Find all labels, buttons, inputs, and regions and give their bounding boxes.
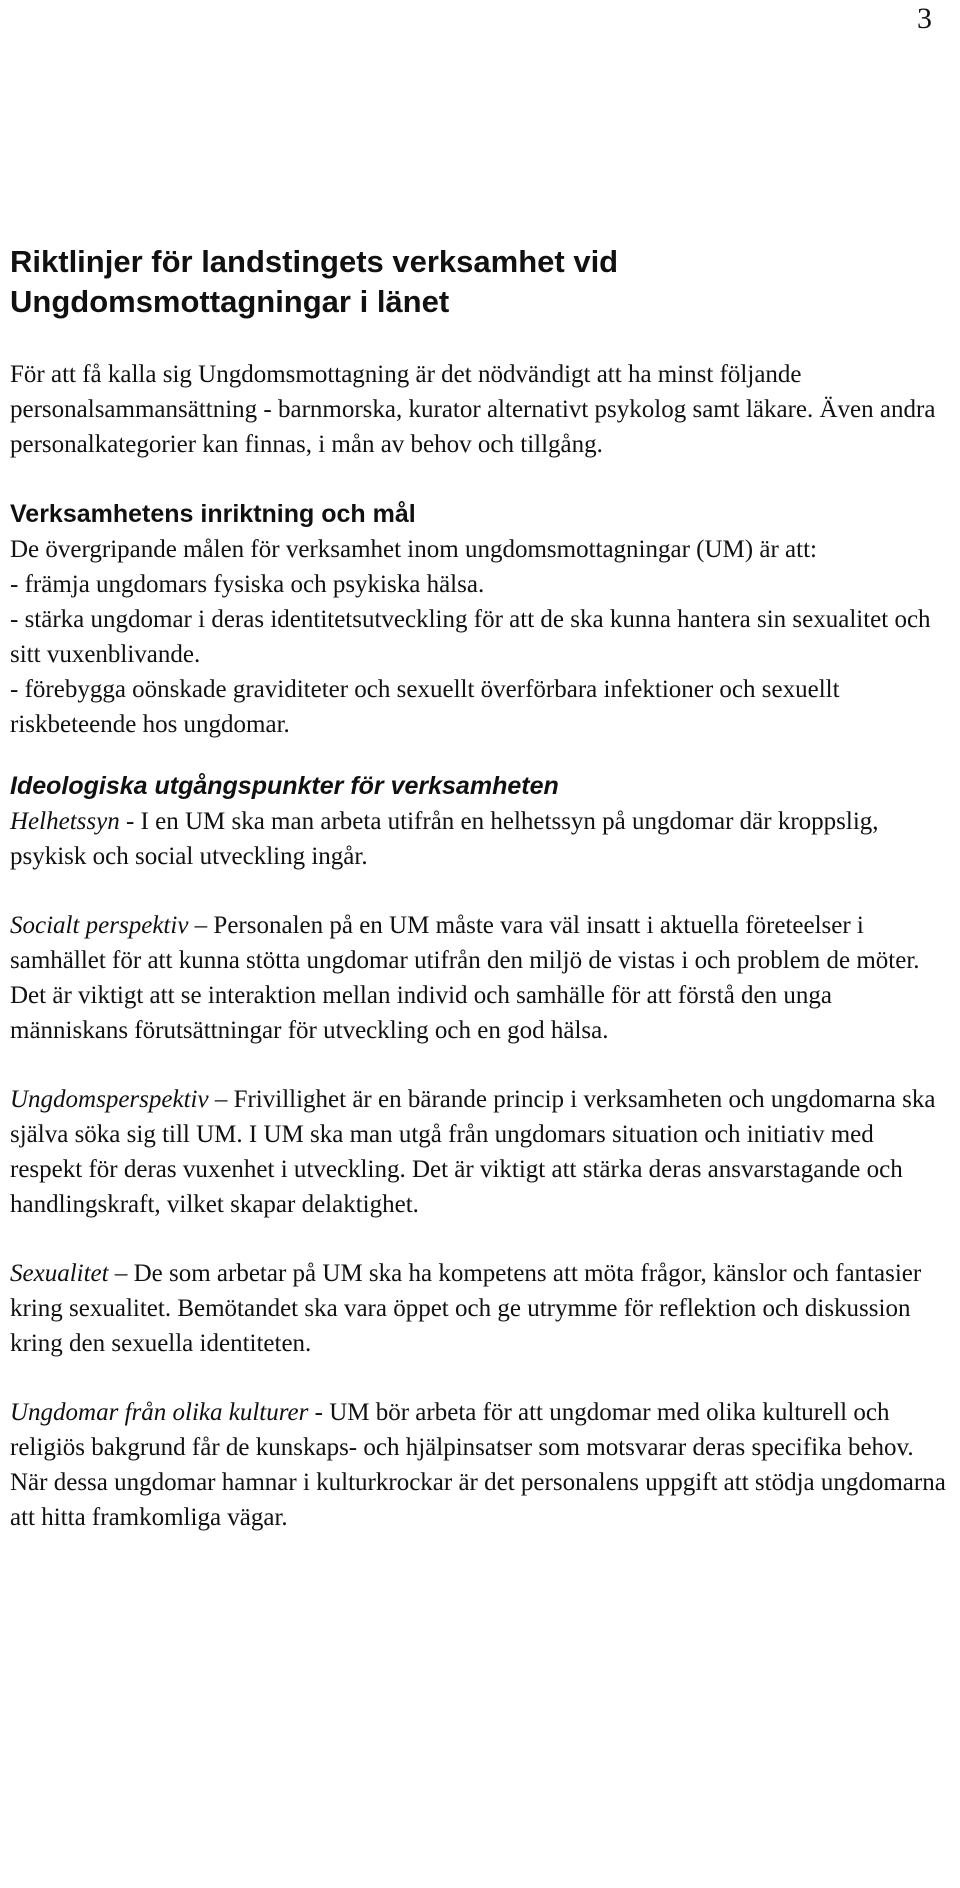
ideology-text: – Personalen på en UM måste vara väl insatt i aktuella företeelser i samhället för att kunna stötta ungdomar utifrån den miljö de vistas i och problem de möter. Det är viktigt att se interaktion mellan individ och samhälle för att förstå den unga människans förutsättningar för utveckling och en god hälsa. bbox=[10, 912, 920, 1044]
ideology-paragraph-helhetssyn bbox=[10, 804, 950, 874]
ideology-paragraph-sexualitet bbox=[10, 1256, 950, 1361]
section-goals-lead: De övergripande målen för verksamhet inom ungdomsmottagningar (UM) är att: bbox=[10, 536, 817, 563]
ideology-text: – De som arbetar på UM ska ha kompetens att möta frågor, känslor och fantasier kring sexualitet. Bemötandet ska vara öppet och ge utrymme för reflektion och diskussion kring den sexuella identiteten. bbox=[10, 1260, 922, 1357]
ideology-term: Socialt perspektiv bbox=[10, 912, 189, 939]
ideology-paragraph-socialt bbox=[10, 908, 950, 1048]
section-goals-heading: Verksamhetens inriktning och mål bbox=[10, 500, 416, 528]
ideology-term: Ungdomar från olika kulturer bbox=[10, 1399, 309, 1426]
ideology-term: Ungdomsperspektiv bbox=[10, 1086, 209, 1113]
ideology-text: - UM bör arbeta för att ungdomar med olika kulturell och religiös bakgrund får de kunskaps- och hjälpinsatser som motsvarar deras specifika behov. När dessa ungdomar hamnar i kulturkrockar är det personalens uppgift att stödja ungdomarna att hitta framkomliga vägar. bbox=[10, 1399, 946, 1531]
ideology-text: – Frivillighet är en bärande princip i verksamheten och ungdomarna ska själva söka sig till UM. I UM ska man utgå från ungdomars situation och initiativ med respekt för deras vuxenhet i utveckling. Det är viktigt att stärka deras ansvarstagande och handlingskraft, vilket skapar delaktighet. bbox=[10, 1086, 936, 1218]
ideology-term: Helhetssyn bbox=[10, 808, 120, 835]
ideology-paragraph-ungdom bbox=[10, 1082, 950, 1222]
goal-item: - förebygga oönskade graviditeter och sexuellt överförbara infektioner och sexuellt riskbeteende hos ungdomar. bbox=[10, 676, 840, 738]
document-body bbox=[10, 242, 950, 1535]
section-goals bbox=[10, 496, 950, 742]
section-ideology-heading: Ideologiska utgångspunkter för verksamheten bbox=[10, 772, 559, 800]
goal-item: - stärka ungdomar i deras identitetsutveckling för att de ska kunna hantera sin sexualitet och sitt vuxenblivande. bbox=[10, 606, 931, 668]
goal-item: - främja ungdomars fysiska och psykiska hälsa. bbox=[10, 571, 485, 598]
ideology-text: - I en UM ska man arbeta utifrån en helhetssyn på ungdomar där kroppslig, psykisk och social utveckling ingår. bbox=[10, 808, 879, 870]
ideology-paragraph-kulturer bbox=[10, 1395, 950, 1535]
goals-list bbox=[10, 567, 950, 742]
ideology-term: Sexualitet bbox=[10, 1260, 109, 1287]
intro-paragraph: För att få kalla sig Ungdomsmottagning är det nödvändigt att ha minst följande personalsammansättning - barnmorska, kurator alternativt psykolog samt läkare. Även andra personalkategorier kan finnas, i mån av behov och tillgång. bbox=[10, 361, 936, 458]
document-title: Riktlinjer för landstingets verksamhet vid Ungdomsmottagningar i länet bbox=[10, 244, 619, 319]
section-ideology bbox=[10, 768, 950, 1535]
page-number: 3 bbox=[917, 2, 932, 35]
